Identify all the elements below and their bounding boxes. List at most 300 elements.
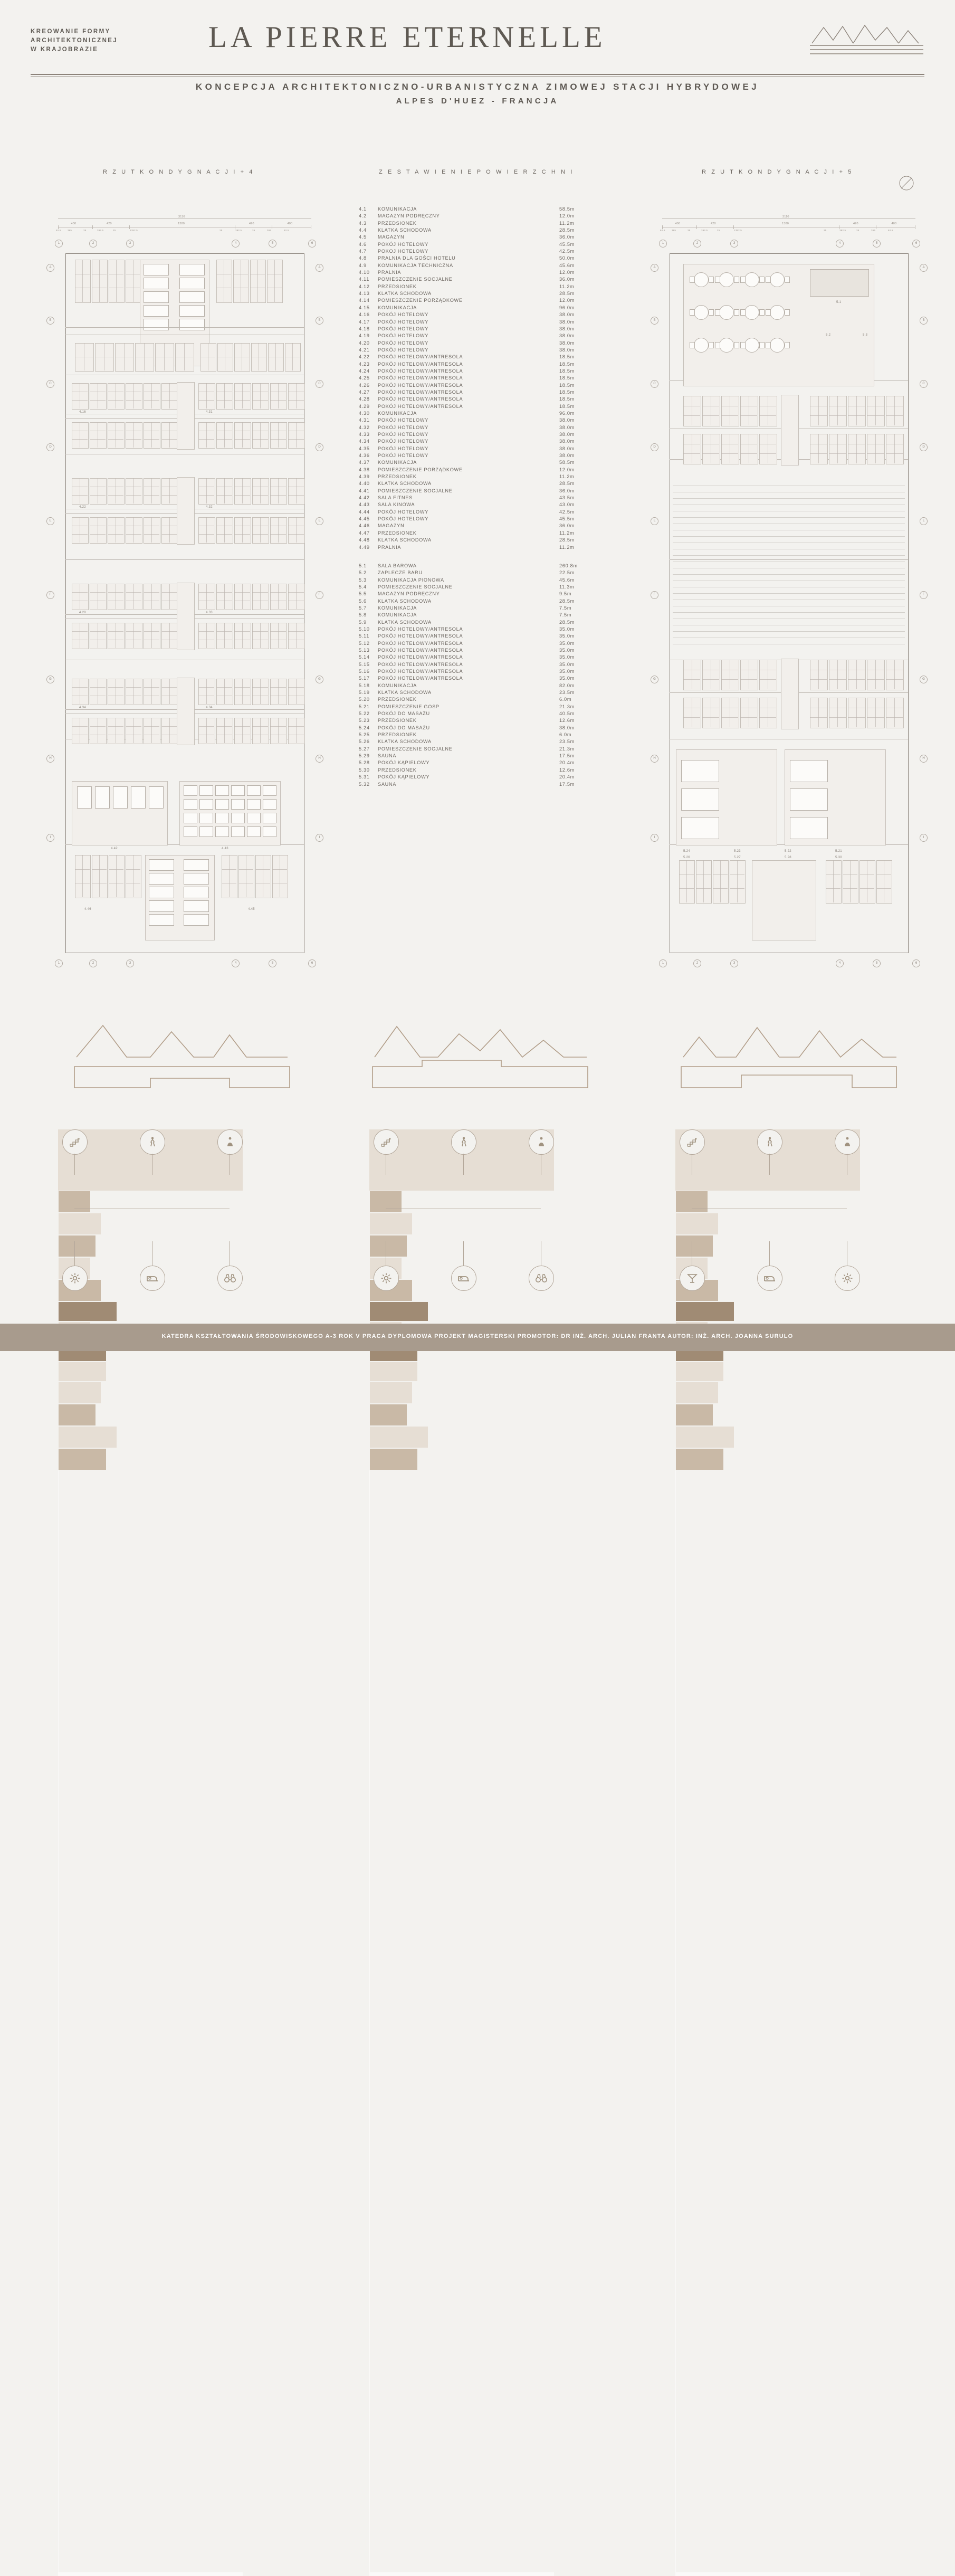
schedule-row-area: 58.5m xyxy=(559,460,575,465)
room-number-label: 5.27 xyxy=(734,856,741,859)
plan-divider xyxy=(234,495,250,496)
stairs-icon xyxy=(680,1129,705,1155)
plan-divider xyxy=(90,687,106,688)
overall-dimension-label: 3110 xyxy=(782,215,789,218)
diagram-zone xyxy=(675,1448,724,1470)
plan-divider xyxy=(99,260,100,302)
schedule-row-name: POKÓJ HOTELOWY/ANTRESOLA xyxy=(378,640,463,646)
pedestrian-icon xyxy=(451,1129,476,1155)
plan-divider xyxy=(126,400,141,401)
hotel-room-module xyxy=(161,584,178,610)
sub-dimension-label: 62.5 xyxy=(888,229,893,232)
hotel-room-block xyxy=(272,855,288,898)
diagram-zone xyxy=(675,1382,719,1404)
schedule-row-area: 7.5m xyxy=(559,612,572,618)
bed-unit xyxy=(144,291,169,303)
schedule-row xyxy=(359,248,601,255)
schedule-row-area: 50.0m xyxy=(559,255,575,261)
schedule-row-area: 38.0m xyxy=(559,725,575,730)
schedule-row-name: PRZEDSIONEK xyxy=(378,220,417,226)
schedule-row-number: 5.10 xyxy=(359,626,370,632)
plan-divider xyxy=(133,478,134,503)
void-hatch-line xyxy=(673,536,905,537)
plan-divider xyxy=(737,860,738,902)
diagram-grid-line xyxy=(369,1776,370,1838)
room-number-label: 5.21 xyxy=(835,850,842,853)
grid-letter-marker-left: I xyxy=(651,834,658,842)
diagram-grid-line xyxy=(58,2511,59,2572)
hotel-room-block xyxy=(200,343,216,372)
plan-divider xyxy=(108,534,123,535)
schedule-row-area: 35.0m xyxy=(559,654,575,660)
hotel-room-module xyxy=(108,517,125,544)
schedule-row-name: KOMUNIKACJA xyxy=(378,206,417,212)
schedule-row-number: 5.7 xyxy=(359,605,367,611)
plan-divider xyxy=(270,439,286,440)
sub-dimension-label: 1352.5 xyxy=(734,229,742,232)
header-subtitle-1: KONCEPCJA ARCHITEKTONICZNO-URBANISTYCZNA ZIMOWEJ STACJI HYBRYDOWEJ xyxy=(195,82,760,92)
diagram-grid-line xyxy=(58,2205,59,2266)
plan-divider xyxy=(169,422,170,448)
schedule-row xyxy=(359,459,601,466)
bar-chair xyxy=(734,309,739,316)
hotel-room-block xyxy=(216,260,232,303)
hotel-room-block xyxy=(75,855,91,898)
pedestrian-icon xyxy=(757,1129,782,1155)
sub-dimension-label: 35 xyxy=(252,229,255,232)
schedule-row-number: 5.1 xyxy=(359,563,367,568)
plan-divider xyxy=(252,439,268,440)
schedule-row-area: 42.5m xyxy=(559,509,575,515)
schedule-row-name: PRZEDSIONEK xyxy=(378,697,417,702)
schedule-row-area: 42.5m xyxy=(559,249,575,254)
schedule-row-number: 4.4 xyxy=(359,227,367,233)
plan-divider xyxy=(270,726,286,727)
hotel-room-block xyxy=(267,260,283,303)
diagram-grid-line xyxy=(675,2389,676,2450)
fitness-equipment xyxy=(149,786,164,809)
sub-dimension-label: 25 xyxy=(219,229,223,232)
grid-letter-marker-left: G xyxy=(46,676,54,683)
hotel-room-module xyxy=(161,718,178,744)
plan-divider xyxy=(296,718,297,743)
plan-divider xyxy=(82,855,83,897)
plan-divider xyxy=(126,726,141,727)
plan-divider xyxy=(278,478,279,503)
schedule-row xyxy=(359,332,601,339)
hotel-room-module xyxy=(144,478,160,505)
hotel-room-block xyxy=(217,343,233,372)
plan-divider xyxy=(288,400,304,401)
dimension-segment-label: 400 xyxy=(891,222,897,225)
schedule-row-number: 5.22 xyxy=(359,711,370,717)
schedule-row-number: 4.30 xyxy=(359,410,370,416)
hotel-room-module xyxy=(90,718,107,744)
plan-divider xyxy=(696,874,711,875)
hotel-room-module xyxy=(234,422,251,449)
hotel-room-module xyxy=(198,718,215,744)
hotel-room-module xyxy=(108,679,125,705)
schedule-row-number: 5.6 xyxy=(359,598,367,604)
plan-divider xyxy=(169,478,170,503)
hotel-room-module xyxy=(270,478,287,505)
dimension-tick xyxy=(696,225,697,229)
grid-number-marker-top: 1 xyxy=(55,240,63,248)
plan-divider xyxy=(108,631,123,632)
schedule-row xyxy=(359,689,601,696)
schedule-row xyxy=(359,290,601,297)
diagram-grid-line xyxy=(675,2266,676,2327)
plan-divider xyxy=(260,718,261,743)
hotel-room-module xyxy=(288,623,305,649)
schedule-row-number: 4.28 xyxy=(359,396,370,402)
diagram-zone xyxy=(675,1213,719,1235)
massage-bed xyxy=(681,788,719,811)
schedule-row-name: KLATKA SCHODOWA xyxy=(378,598,432,604)
schedule-row-number: 4.11 xyxy=(359,277,369,282)
grid-letter-marker-right: E xyxy=(316,517,323,525)
schedule-row-name: POKÓJ HOTELOWY/ANTRESOLA xyxy=(378,382,463,388)
sub-dimension-label: 25 xyxy=(824,229,827,232)
schedule-row-name: POKÓJ HOTELOWY xyxy=(378,439,429,444)
plan-divider xyxy=(242,383,243,408)
diagram-grid-line xyxy=(58,1715,59,1776)
bed-unit xyxy=(149,859,174,871)
hotel-room-module xyxy=(886,660,904,690)
schedule-row-area: 18.5m xyxy=(559,375,575,381)
schedule-row-area: 12.0m xyxy=(559,298,575,303)
bed-unit xyxy=(184,914,209,926)
plan-divider xyxy=(270,400,286,401)
plan-divider xyxy=(703,860,704,902)
stairs-icon xyxy=(62,1129,88,1155)
plan-divider xyxy=(72,534,88,535)
schedule-row-name: SAUNA xyxy=(378,753,397,759)
schedule-row-number: 4.43 xyxy=(359,502,370,508)
bar-counter xyxy=(810,269,869,297)
diagram-zone xyxy=(369,1426,428,1448)
hotel-room-module xyxy=(867,434,885,464)
plan-divider xyxy=(151,383,152,408)
grid-letter-marker-left: H xyxy=(46,755,54,763)
hotel-room-module xyxy=(270,718,287,744)
schedule-row-name: PRZEDSIONEK xyxy=(378,767,417,773)
schedule-row xyxy=(359,213,601,220)
plan-divider xyxy=(133,517,134,543)
diagram-grid-line xyxy=(369,2389,370,2450)
schedule-row-number: 5.2 xyxy=(359,570,367,576)
plan-divider xyxy=(90,726,106,727)
plan-divider xyxy=(252,726,268,727)
hotel-room-module xyxy=(198,517,215,544)
plan-divider xyxy=(224,422,225,448)
schedule-row-name: SALA KINOWA xyxy=(378,502,415,508)
grid-letter-marker-right: D xyxy=(316,443,323,451)
schedule-row-name: KLATKA SCHODOWA xyxy=(378,690,432,696)
bar-table xyxy=(719,305,734,320)
schedule-row xyxy=(359,725,601,731)
grid-letter-marker-left: G xyxy=(651,676,658,683)
plan-divider xyxy=(144,439,159,440)
schedule-row-name: SALA BAROWA xyxy=(378,563,417,568)
plan-divider xyxy=(198,534,214,535)
plan-divider xyxy=(759,415,776,416)
plan-divider xyxy=(72,495,88,496)
grid-number-marker: 6 xyxy=(308,959,316,967)
schedule-row-name: POKÓJ HOTELOWY/ANTRESOLA xyxy=(378,354,463,360)
schedule-row-area: 18.5m xyxy=(559,389,575,395)
hotel-room-module xyxy=(829,660,847,690)
hotel-room-module xyxy=(867,396,885,426)
plan-divider xyxy=(133,623,134,648)
grid-number-marker-top: 6 xyxy=(912,240,920,248)
plan-divider xyxy=(270,687,286,688)
plan-divider xyxy=(126,534,141,535)
hotel-room-block xyxy=(696,860,712,904)
grid-number-marker: 2 xyxy=(89,959,97,967)
grid-letter-marker-left: C xyxy=(651,380,658,388)
diagram-grid-line xyxy=(675,1960,676,2021)
seat-unit xyxy=(184,826,197,837)
room-number-label: 4.42 xyxy=(111,847,118,850)
plan-divider xyxy=(837,434,838,463)
hotel-room-module xyxy=(740,698,758,728)
plan-divider xyxy=(759,717,776,718)
plan-divider xyxy=(198,631,214,632)
schedule-row xyxy=(359,759,601,766)
bed-unit xyxy=(184,859,209,871)
grid-letter-marker-right: F xyxy=(316,591,323,599)
plan-divider xyxy=(875,396,876,425)
bed-icon xyxy=(757,1266,782,1291)
bar-chair xyxy=(690,342,695,348)
grid-letter-marker-right: B xyxy=(316,317,323,325)
diagram-grid-line xyxy=(369,2327,370,2389)
plan-divider xyxy=(224,584,225,609)
plan-divider xyxy=(144,592,159,593)
hotel-room-module xyxy=(216,478,233,505)
hotel-room-block xyxy=(109,855,125,898)
schedule-row-name: KOMUNIKACJA xyxy=(378,682,417,688)
schedule-row-area: 20.4m xyxy=(559,774,575,780)
schedule-row-name: POKÓJ HOTELOWY xyxy=(378,424,429,430)
schedule-row xyxy=(359,619,601,626)
plan-divider xyxy=(234,439,250,440)
schedule-row-area: 18.5m xyxy=(559,403,575,409)
grid-number-marker-top: 4 xyxy=(836,240,844,248)
diagram-connector xyxy=(74,1154,75,1175)
schedule-row-number: 4.12 xyxy=(359,283,370,289)
diagram-zone xyxy=(58,1235,96,1257)
schedule-row-number: 4.36 xyxy=(359,453,370,459)
plan-divider xyxy=(288,631,304,632)
schedule-row-number: 4.5 xyxy=(359,234,367,240)
dimension-tick xyxy=(733,225,734,229)
dimension-segment-label: 420 xyxy=(249,222,254,225)
schedule-row-name: POKÓJ HOTELOWY/ANTRESOLA xyxy=(378,661,463,667)
plan-divider xyxy=(270,592,286,593)
schedule-row xyxy=(359,537,601,544)
schedule-row-area: 7.5m xyxy=(559,605,572,611)
floor-plan-level-5 xyxy=(652,215,926,982)
plan-divider xyxy=(151,422,152,448)
bar-table xyxy=(694,305,709,320)
plan-divider xyxy=(234,534,250,535)
schedule-row-area: 11.3m xyxy=(559,584,575,590)
grid-letter-marker-left: C xyxy=(46,380,54,388)
hotel-room-module xyxy=(848,660,866,690)
hotel-room-module xyxy=(270,422,287,449)
grid-number-marker-top: 3 xyxy=(126,240,134,248)
sub-dimension-label: 392.5 xyxy=(839,229,846,232)
hotel-room-block xyxy=(135,343,154,372)
plan-divider xyxy=(169,517,170,543)
plan-divider xyxy=(886,453,903,454)
plan-outline-top xyxy=(670,253,908,254)
plan-divider xyxy=(229,855,230,897)
schedule-row xyxy=(359,410,601,417)
stairs-icon xyxy=(374,1129,399,1155)
sub-dimension-label: 62.5 xyxy=(284,229,289,232)
bed-unit xyxy=(149,887,174,898)
schedule-row xyxy=(359,382,601,389)
hotel-room-block xyxy=(238,855,254,898)
schedule-row-number: 5.19 xyxy=(359,690,370,696)
diagram-connector xyxy=(769,1154,770,1175)
plan-divider xyxy=(848,717,865,718)
bar-table xyxy=(770,338,785,353)
hotel-room-module xyxy=(161,623,178,649)
schedule-row-area: 38.0m xyxy=(559,424,575,430)
plan-divider xyxy=(126,439,141,440)
schedule-row-name: POKÓJ HOTELOWY/ANTRESOLA xyxy=(378,396,463,402)
schedule-row-name: KLATKA SCHODOWA xyxy=(378,291,432,297)
plan-divider xyxy=(257,260,258,302)
schedule-row-number: 5.29 xyxy=(359,753,370,759)
schedule-row-name: POKÓJ HOTELOWY/ANTRESOLA xyxy=(378,676,463,681)
plan-divider xyxy=(740,717,757,718)
plan-divider xyxy=(296,584,297,609)
plan-divider xyxy=(702,415,719,416)
plan-divider xyxy=(730,874,744,875)
schedule-row xyxy=(359,389,601,396)
schedule-row-number: 4.45 xyxy=(359,516,370,522)
schedule-row-name: PRALNIA xyxy=(378,544,402,550)
schedule-row-name: SALA FITNES xyxy=(378,495,413,501)
hotel-room-module xyxy=(72,623,89,649)
hotel-room-module xyxy=(126,623,142,649)
bar-chair xyxy=(759,342,765,348)
plan-divider xyxy=(288,495,304,496)
schedule-row-area: 38.0m xyxy=(559,453,575,459)
schedule-row xyxy=(359,633,601,640)
hotel-room-block xyxy=(75,343,94,372)
plan-divider xyxy=(850,860,851,902)
plan-divider xyxy=(876,874,891,875)
diagram-zone xyxy=(369,1404,407,1426)
grid-number-marker-top: 5 xyxy=(269,240,276,248)
seat-unit xyxy=(215,799,229,810)
bar-chair xyxy=(715,277,720,283)
schedule-row-area: 18.5m xyxy=(559,368,575,374)
diagram-zone xyxy=(58,1404,96,1426)
schedule-row xyxy=(359,731,601,738)
dimension-segment-label: 400 xyxy=(287,222,293,225)
sub-dimension-label: 25 xyxy=(113,229,116,232)
plan-divider xyxy=(90,439,106,440)
bar-table xyxy=(694,272,709,287)
plan-divider xyxy=(270,631,286,632)
plan-divider xyxy=(288,534,304,535)
plan-divider xyxy=(92,869,107,870)
seat-unit xyxy=(184,785,197,796)
hotel-room-module xyxy=(161,679,178,705)
hotel-room-module xyxy=(288,383,305,410)
schedule-row-number: 4.48 xyxy=(359,537,370,543)
plan-divider xyxy=(161,534,177,535)
schedule-row-name: POKÓJ HOTELOWY xyxy=(378,241,429,247)
bed-unit xyxy=(184,887,209,898)
grid-number-marker-top: 4 xyxy=(232,240,240,248)
plan-divider xyxy=(198,439,214,440)
schedule-row xyxy=(359,577,601,584)
hotel-room-module xyxy=(90,478,107,505)
vertical-core xyxy=(781,395,799,465)
schedule-row-number: 5.15 xyxy=(359,661,370,667)
plan-divider xyxy=(116,855,117,897)
plan-divider xyxy=(242,679,243,704)
plan-divider xyxy=(702,679,719,680)
diagram-connector xyxy=(769,1241,770,1266)
schedule-row xyxy=(359,340,601,347)
bar-chair xyxy=(715,342,720,348)
hotel-room-module xyxy=(252,679,269,705)
schedule-row-number: 5.9 xyxy=(359,619,367,625)
seat-unit xyxy=(263,799,276,810)
schedule-row xyxy=(359,417,601,424)
grid-letter-marker-left: B xyxy=(651,317,658,325)
plan-divider xyxy=(206,718,207,743)
grid-number-marker-top: 1 xyxy=(659,240,667,248)
schedule-row-number: 4.24 xyxy=(359,368,370,374)
plan-divider xyxy=(116,260,117,302)
vertical-core xyxy=(177,583,195,650)
hotel-room-module xyxy=(759,396,777,426)
plan-divider xyxy=(234,726,250,727)
plan-divider xyxy=(238,869,253,870)
hotel-room-module xyxy=(740,396,758,426)
plan-divider xyxy=(75,869,90,870)
diagram-grid-line xyxy=(675,2450,676,2511)
diagram-grid-line xyxy=(369,2021,370,2083)
plan-divider xyxy=(856,396,857,425)
schedule-row xyxy=(359,668,601,675)
diagram-grid-line xyxy=(675,2083,676,2144)
hotel-room-module xyxy=(252,517,269,544)
void-hatch-line xyxy=(673,498,905,499)
diagram-zone xyxy=(675,1404,713,1426)
diagram-grid-line xyxy=(369,2205,370,2266)
room-number-label: 4.31 xyxy=(206,411,213,414)
plan-divider xyxy=(133,718,134,743)
plan-divider xyxy=(252,592,268,593)
hotel-room-module xyxy=(216,383,233,410)
plan-divider xyxy=(260,478,261,503)
bar-table xyxy=(719,272,734,287)
hotel-room-block xyxy=(251,343,267,372)
schedule-row-area: 38.0m xyxy=(559,319,575,325)
schedule-row-number: 4.1 xyxy=(359,206,367,212)
